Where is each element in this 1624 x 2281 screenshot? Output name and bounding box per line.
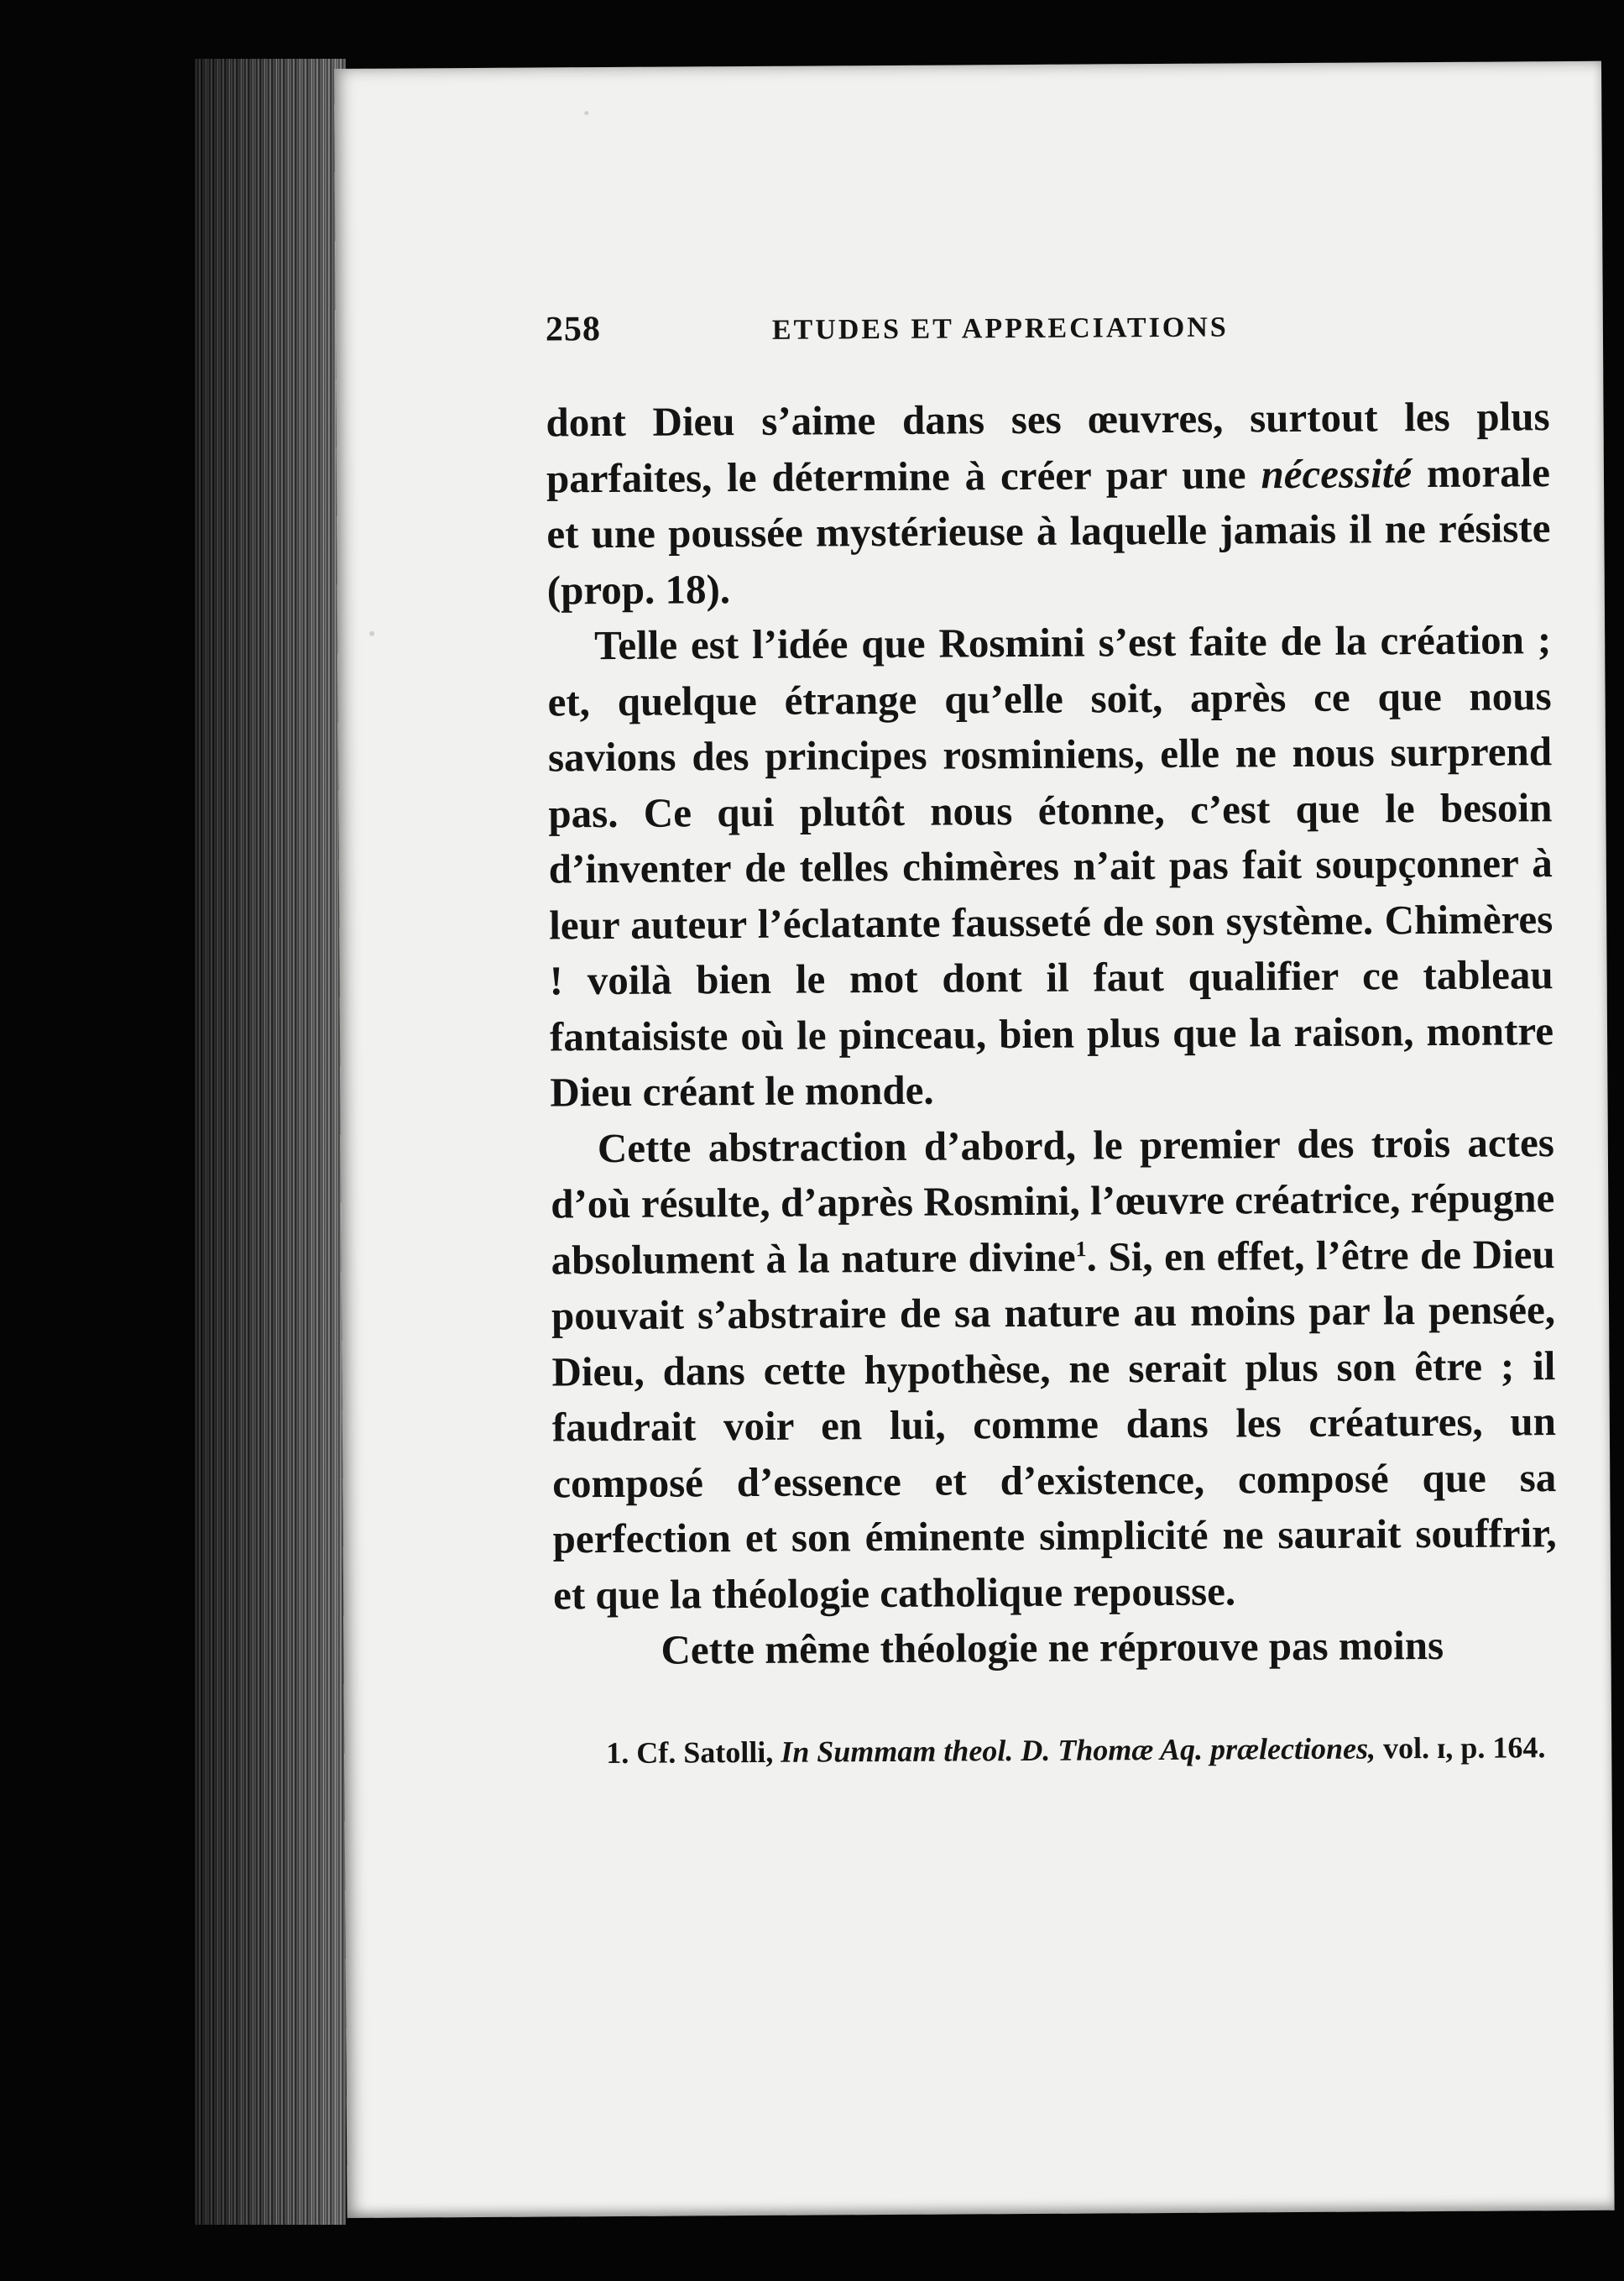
running-head [546,303,1549,359]
footnote-marker: 1 [1075,1236,1087,1261]
paragraph-1-text: dont Dieu s’aime dans ses œuvres, surtout les plus parfaites, le détermine à créer par une [546,393,1550,501]
footnote-prefix: Cf. Satolli, [629,1734,781,1770]
footnote-number: 1. [606,1735,629,1770]
footnote-title: In Summam theol. D. Thomæ Aq. prælectiones, [781,1730,1376,1769]
text-block [546,303,1559,1775]
page-sheet [334,61,1615,2218]
footnote-suffix: vol. ɪ, p. 164. [1375,1729,1546,1765]
paragraph-3-end: . Si, en effet, l’être de Dieu pouvait s’abstraire de sa nature au moins par la pensée, Dieu, dans cette hypothèse, ne serait plus son être ; il faudrait voir en lui, comme dans les créatures, un composé d’essence et d’existence, composé que sa perfection et son éminente simplicité ne saurait souffrir, et que la théologie catholique repousse. [551,1230,1557,1618]
paragraph-4: Cette même théologie ne réprouve pas moins [661,1621,1444,1673]
dust-speck [584,111,588,115]
running-title: ETUDES ET APPRECIATIONS [771,311,1229,346]
footnote-1 [554,1725,1558,1775]
paragraph-3-start: Cette abstraction d’abord, le premier des trois actes d’où résulte, d’après Rosmini, l’œuvre créatrice, répugne absolument à la nature divine [551,1118,1555,1283]
page-number: 258 [545,310,602,349]
body-text [546,389,1557,1679]
paragraph-1-end: morale et une poussée mystérieuse à laquelle jamais il ne résiste (prop. 18). [546,448,1551,613]
paragraph-1 [546,389,1551,618]
paragraph-1-italic: nécessité [1261,449,1413,497]
paragraph-3 [551,1115,1558,1624]
dust-speck [369,631,374,636]
footnotes [554,1725,1558,1775]
paragraph-2: Telle est l’idée que Rosmini s’est faite de la création ; et, quelque étrange qu’elle soit, après ce que nous savions des principes rosminiens, elle ne nous surprend pas. Ce qui plutôt nous étonne, c’est que le besoin d’inventer de telles chimères n’ait pas fait soupçonner à leur auteur l’éclatante fausseté de son système. Chimères ! voilà bien le mot dont il faut qualifier ce tableau fantaisiste où le pinceau, bien plus que la raison, montre Dieu créant le monde. [547,616,1554,1116]
book-page-edges [195,59,346,2225]
